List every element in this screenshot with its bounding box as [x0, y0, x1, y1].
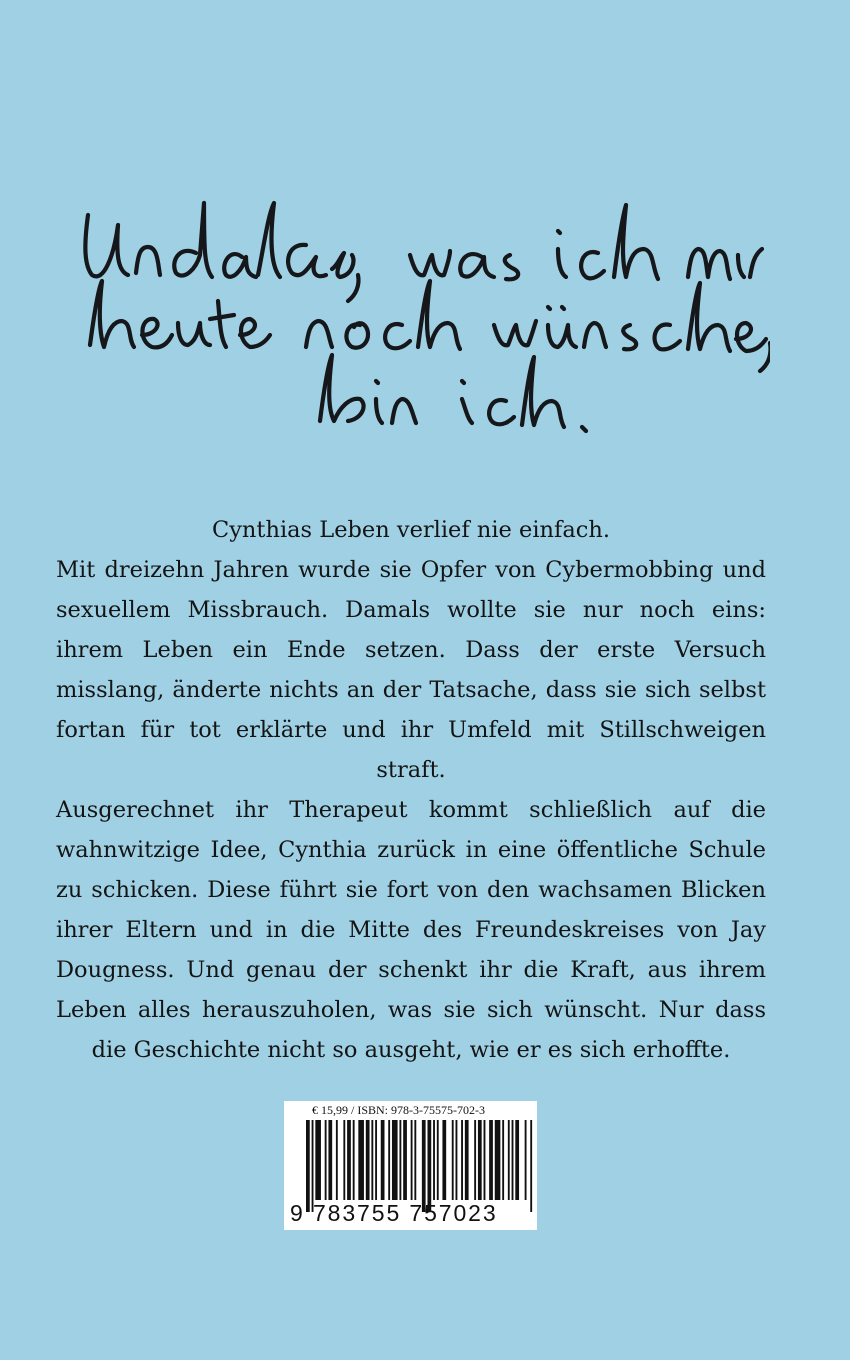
barcode-bar	[399, 1120, 401, 1200]
barcode-bar	[456, 1120, 458, 1200]
barcode-bar	[508, 1120, 510, 1200]
barcode-bar	[437, 1120, 439, 1200]
barcode-bar	[515, 1120, 519, 1200]
barcode-bar	[478, 1120, 482, 1200]
barcode-bar	[388, 1120, 390, 1200]
barcode-bar	[347, 1120, 351, 1200]
handwritten-quote	[70, 185, 770, 435]
barcode-bar	[375, 1120, 377, 1200]
barcode-bar	[343, 1120, 345, 1200]
barcode-bar	[452, 1120, 454, 1200]
barcode-bar	[353, 1120, 355, 1200]
barcode-bar	[442, 1120, 446, 1200]
barcode-bar	[433, 1120, 435, 1200]
barcode-bar	[474, 1120, 476, 1200]
barcode-bars-icon	[306, 1120, 534, 1212]
barcode-digits: 9 783755 757023	[290, 1200, 498, 1226]
price-isbn-caption: € 15,99 / ISBN: 978-3-75575-702-3	[312, 1103, 485, 1117]
barcode-bar	[427, 1120, 431, 1212]
barcode-bar	[484, 1120, 486, 1200]
isbn-barcode	[284, 1101, 537, 1230]
barcode-bar	[525, 1120, 527, 1200]
barcode-bar	[366, 1120, 370, 1200]
blurb-paragraph: Ausgerechnet ihr Therapeut kommt schließlich auf die wahnwitzige Idee, Cynthia zurück in eine öffentliche Schule zu schicken. Diese führt sie fort von den wachsamen Blicken ihrer Eltern und in die Mitte des Freundeskreises von Jay Dougness. Und genau der schenkt ihr die Kraft, aus ihrem Leben alles herauszuholen, was sie sich wünscht. Nur dass die Geschichte nicht so ausgeht, wie er es sich erhoffte.	[56, 797, 766, 1063]
barcode-bar	[381, 1120, 385, 1200]
barcode-bar	[325, 1120, 327, 1200]
barcode-bar	[502, 1120, 504, 1200]
barcode-bar	[312, 1120, 314, 1212]
barcode-bar	[465, 1120, 469, 1200]
barcode-bar	[392, 1120, 398, 1200]
barcode-bar	[315, 1120, 321, 1200]
barcode-bar	[336, 1120, 338, 1200]
blurb-first-line: Cynthias Leben verlief nie einfach.	[212, 517, 610, 543]
barcode-bar	[403, 1120, 407, 1200]
barcode-bar	[495, 1120, 501, 1200]
barcode-bar	[422, 1120, 426, 1212]
barcode-bar	[530, 1120, 532, 1212]
barcode-bar	[371, 1120, 373, 1200]
barcode-bar	[306, 1120, 310, 1212]
blurb-text	[56, 510, 766, 1070]
barcode-bar	[489, 1120, 493, 1200]
barcode-bar	[328, 1120, 332, 1200]
barcode-bar	[358, 1120, 364, 1200]
barcode-bar	[414, 1120, 416, 1200]
barcode-bar	[461, 1120, 463, 1200]
barcode-bar	[512, 1120, 514, 1200]
barcode-bar	[411, 1120, 413, 1200]
blurb-paragraph: Mit dreizehn Jahren wurde sie Opfer von Cybermobbing und sexuellem Missbrauch. Damals wollte sie nur noch eins: ihrem Leben ein Ende setzen. Dass der erste Versuch misslang, änderte nichts an der Tatsache, dass sie sich selbst fortan für tot erklärte und ihr Umfeld mit Stillschweigen straft.	[56, 557, 766, 783]
